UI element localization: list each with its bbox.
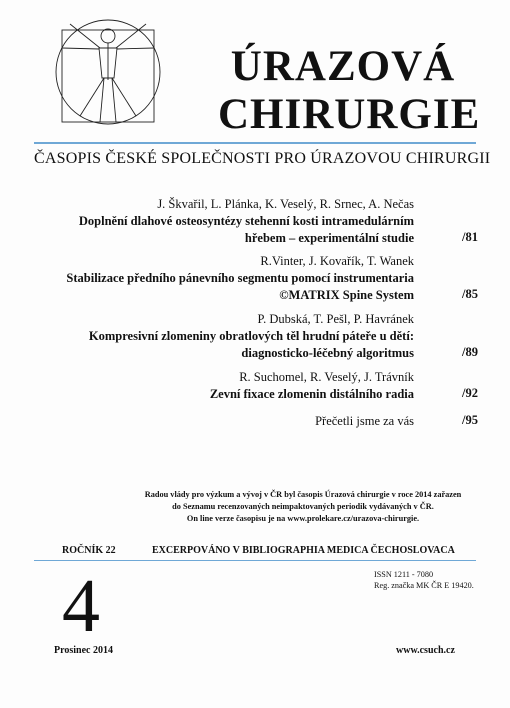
article-4[interactable] (210, 369, 414, 403)
website-link[interactable]: www.csuch.cz (396, 645, 455, 656)
volume-label: ROČNÍK 22 (62, 545, 116, 556)
article-1[interactable] (79, 196, 414, 247)
notice-line: do Seznamu recenzovaných neimpaktovaných periodik vydávaných v ČR. (172, 502, 434, 511)
vitruvian-man-icon (52, 12, 164, 130)
article-authors: R.Vinter, J. Kovařík, T. Wanek (260, 254, 414, 268)
article-authors: P. Dubská, T. Pešl, P. Havránek (257, 312, 414, 326)
title-divider (34, 142, 476, 144)
article-title: Kompresivní zlomeniny obratlových těl hrudní páteře u dětí: (88, 329, 414, 343)
article-5[interactable] (315, 413, 414, 430)
article-title: Stabilizace předního pánevního segmentu pomocí instrumentaria (66, 271, 414, 285)
article-title: Přečetli jsme za vás (315, 414, 414, 428)
registration: Reg. značka MK ČR E 19420. (374, 581, 474, 590)
article-2[interactable] (66, 253, 414, 304)
journal-title-line1: ÚRAZOVÁ (230, 43, 456, 90)
issue-number: 4 (62, 564, 100, 648)
article-title: Doplnění dlahové osteosyntézy stehenní kosti intramedulárním (78, 214, 414, 228)
footer-divider (34, 560, 476, 561)
article-title: hřebem – experimentální studie (244, 231, 414, 245)
article-title: Zevní fixace zlomenin distálního radia (209, 387, 414, 401)
notice-line: Radou vlády pro výzkum a vývoj v ČR byl časopis Úrazová chirurgie v roce 2014 zařazen (144, 490, 462, 499)
article-page: /95 (462, 413, 478, 427)
article-page: /89 (462, 345, 478, 359)
issue-date: Prosinec 2014 (54, 645, 113, 656)
article-title: ©MATRIX Spine System (279, 288, 414, 302)
registry-notice (130, 489, 476, 525)
article-authors: J. Škvařil, L. Plánka, K. Veselý, R. Srnec, A. Nečas (157, 197, 414, 211)
issn: ISSN 1211 - 7080 (374, 570, 434, 579)
indexing-note: EXCERPOVÁNO V BIBLIOGRAPHIA MEDICA ČECHOSLOVACA (152, 545, 455, 556)
article-page: /81 (462, 230, 478, 244)
article-authors: R. Suchomel, R. Veselý, J. Trávník (239, 370, 414, 384)
article-page: /85 (462, 287, 478, 301)
notice-line: On line verze časopisu je na www.prolekare.cz/urazova-chirurgie. (186, 514, 420, 523)
article-page: /92 (462, 386, 478, 400)
article-3[interactable] (89, 311, 414, 362)
journal-title-line2: CHIRURGIE (218, 91, 481, 138)
article-title: diagnosticko-léčebný algoritmus (241, 346, 414, 360)
journal-subtitle: ČASOPIS ČESKÉ SPOLEČNOSTI PRO ÚRAZOVOU CHIRURGII (34, 150, 491, 167)
